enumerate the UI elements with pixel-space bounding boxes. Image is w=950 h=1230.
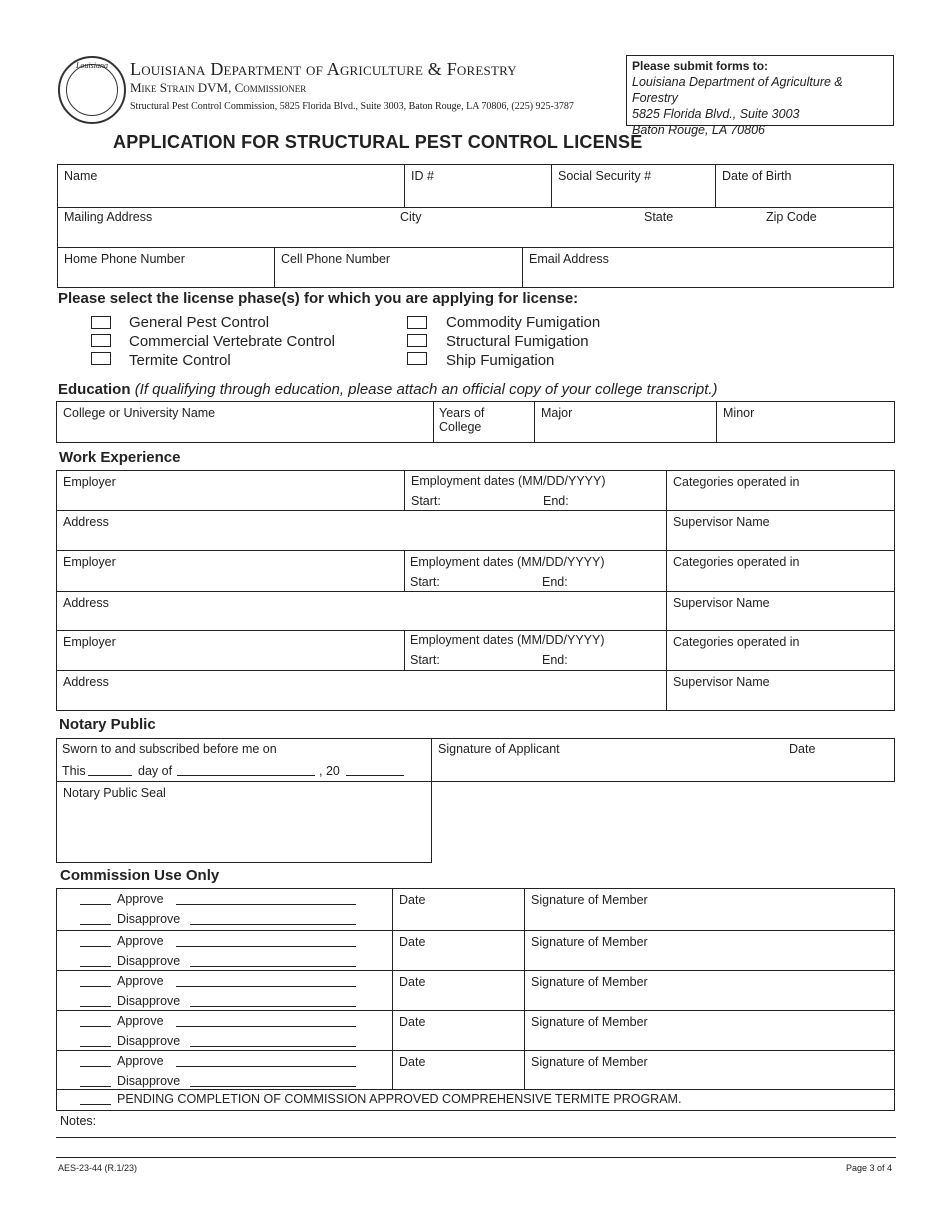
member-signature-label: Signature of Member [531,1015,648,1029]
notes-label: Notes: [60,1114,97,1128]
disapprove-blank[interactable] [190,1006,356,1007]
license-heading: Please select the license phase(s) for which you are applying for license: [58,290,579,307]
employment-dates-label: Employment dates (MM/DD/YYYY) [410,633,605,647]
disapprove-label: Disapprove [117,1074,181,1088]
work-address-field[interactable] [56,670,667,711]
end-label: End: [543,494,569,508]
member-date-label: Date [399,893,426,907]
supervisor-label: Supervisor Name [673,596,770,610]
termite-control-checkbox[interactable] [91,352,111,365]
disapprove-check-blank[interactable] [80,966,111,967]
categories-field[interactable] [666,630,895,671]
notes-line[interactable] [56,1137,896,1138]
pending-label: PENDING COMPLETION OF COMMISSION APPROVED COMPREHENSIVE TERMITE PROGRAM. [117,1092,682,1106]
approval-cell [56,1010,393,1051]
disapprove-blank[interactable] [190,924,356,925]
submit-line2: 5825 Florida Blvd., Suite 3003 [632,107,800,121]
employer-label: Employer [63,475,116,489]
member-date-field[interactable] [392,930,525,971]
general-pest-checkbox[interactable] [91,316,111,329]
state-label: State [644,210,674,224]
education-heading: Education [58,381,131,398]
employer-label: Employer [63,635,116,649]
approval-cell [56,1050,393,1090]
approve-label: Approve [117,934,164,948]
disapprove-check-blank[interactable] [80,1006,111,1007]
approve-blank[interactable] [176,986,356,987]
termite-control-label: Termite Control [129,352,231,369]
cell-phone-field[interactable] [274,247,523,288]
member-date-field[interactable] [392,1010,525,1051]
member-signature-field[interactable] [524,970,895,1011]
approve-blank[interactable] [176,1066,356,1067]
seal-text: Louisiana [75,61,108,70]
member-date-field[interactable] [392,970,525,1011]
college-field[interactable] [56,401,434,443]
approve-check-blank[interactable] [80,946,111,947]
approve-blank[interactable] [176,946,356,947]
supervisor-field[interactable] [666,591,895,631]
disapprove-blank[interactable] [190,966,356,967]
submit-line3: Baton Rouge, LA 70806 [632,123,765,137]
structural-fumigation-label: Structural Fumigation [446,333,589,350]
member-date-label: Date [399,1015,426,1029]
years-label: Years of College [439,406,485,434]
commodity-fumigation-checkbox[interactable] [407,316,427,329]
commission-address: Structural Pest Control Commission, 5825 Florida Blvd., Suite 3003, Baton Rouge, LA 70806, (225) 925-3787 [130,101,574,112]
approve-blank[interactable] [176,1026,356,1027]
work-address-label: Address [63,596,109,610]
pending-blank[interactable] [80,1104,111,1105]
submit-box [626,55,894,137]
cell-phone-label: Cell Phone Number [281,252,391,266]
year-blank[interactable] [346,775,404,776]
approve-label: Approve [117,892,164,906]
footer-rule [56,1157,896,1158]
name-label: Name [64,169,98,183]
years-field[interactable] [433,401,535,443]
general-pest-label: General Pest Control [129,314,270,331]
end-label: End: [542,575,568,589]
minor-field[interactable] [716,401,895,443]
home-phone-label: Home Phone Number [64,252,185,266]
notary-seal-label: Notary Public Seal [63,786,166,800]
vertebrate-control-checkbox[interactable] [91,334,111,347]
education-heading-row [58,381,718,398]
ssn-field[interactable] [551,164,716,208]
approve-label: Approve [117,1014,164,1028]
end-label: End: [542,653,568,667]
work-address-field[interactable] [56,510,667,551]
employment-dates-label: Employment dates (MM/DD/YYYY) [411,474,606,488]
supervisor-field[interactable] [666,670,895,711]
vertebrate-control-label: Commercial Vertebrate Control [129,333,335,350]
major-label: Major [541,406,573,420]
member-signature-label: Signature of Member [531,935,648,949]
disapprove-blank[interactable] [190,1046,356,1047]
supervisor-label: Supervisor Name [673,675,770,689]
work-address-label: Address [63,675,109,689]
zip-label: Zip Code [766,210,817,224]
disapprove-label: Disapprove [117,1034,181,1048]
approval-cell [56,970,393,1011]
work-address-label: Address [63,515,109,529]
categories-label: Categories operated in [673,475,800,489]
city-label: City [400,210,422,224]
name-field[interactable] [57,164,405,208]
approve-check-blank[interactable] [80,1026,111,1027]
member-signature-field[interactable] [524,1010,895,1051]
member-signature-label: Signature of Member [531,975,648,989]
supervisor-label: Supervisor Name [673,515,770,529]
disapprove-check-blank[interactable] [80,1086,111,1087]
approve-label: Approve [117,1054,164,1068]
commissioner-name: Mike Strain DVM, Commissioner [130,80,307,95]
start-label: Start: [411,494,441,508]
categories-label: Categories operated in [673,555,800,569]
department-name: Louisiana Department of Agriculture & Forestry [130,59,517,79]
commodity-fumigation-label: Commodity Fumigation [446,314,601,331]
day-of-label: day of [138,764,173,778]
disapprove-check-blank[interactable] [80,1046,111,1047]
categories-field[interactable] [666,550,895,592]
year-label: , 20 [319,764,340,778]
approve-label: Approve [117,974,164,988]
start-label: Start: [410,653,440,667]
id-label: ID # [411,169,434,183]
dob-field[interactable] [715,164,894,208]
member-date-label: Date [399,1055,426,1069]
month-blank[interactable] [177,775,315,776]
applicant-signature-label: Signature of Applicant [438,742,560,756]
member-signature-field[interactable] [524,888,895,931]
work-heading: Work Experience [59,449,181,466]
major-field[interactable] [534,401,717,443]
college-label: College or University Name [63,406,216,420]
education-note: (If qualifying through education, please attach an official copy of your college transcript.) [134,381,718,398]
approve-check-blank[interactable] [80,904,111,905]
disapprove-blank[interactable] [190,1086,356,1087]
member-date-label: Date [399,975,426,989]
submit-line1: Louisiana Department of Agriculture & Forestry [632,75,843,105]
page-title: APPLICATION FOR STRUCTURAL PEST CONTROL LICENSE [113,132,643,152]
categories-label: Categories operated in [673,635,800,649]
ship-fumigation-checkbox[interactable] [407,352,427,365]
member-date-field[interactable] [392,888,525,931]
work-address-field[interactable] [56,591,667,631]
employer-label: Employer [63,555,116,569]
day-blank[interactable] [88,775,132,776]
employer-field[interactable] [56,470,405,511]
email-label: Email Address [529,252,609,266]
commission-heading: Commission Use Only [60,867,220,884]
approval-cell [56,930,393,971]
disapprove-label: Disapprove [117,912,181,926]
categories-field[interactable] [666,470,895,511]
start-label: Start: [410,575,440,589]
minor-label: Minor [723,406,755,420]
member-signature-field[interactable] [524,930,895,971]
this-label: This [62,764,86,778]
submit-heading: Please submit forms to: [632,59,769,73]
ssn-label: Social Security # [558,169,652,183]
id-field[interactable] [404,164,552,208]
sworn-label: Sworn to and subscribed before me on [62,742,277,756]
notary-seal-box [56,781,432,863]
member-signature-field[interactable] [524,1050,895,1090]
page-number: Page 3 of 4 [846,1163,893,1173]
dob-label: Date of Birth [722,169,792,183]
member-signature-label: Signature of Member [531,893,648,907]
disapprove-label: Disapprove [117,954,181,968]
employment-dates-label: Employment dates (MM/DD/YYYY) [410,555,605,569]
employer-field[interactable] [56,550,405,592]
approve-blank[interactable] [176,904,356,905]
member-date-label: Date [399,935,426,949]
member-signature-label: Signature of Member [531,1055,648,1069]
structural-fumigation-checkbox[interactable] [407,334,427,347]
applicant-date-label: Date [789,742,816,756]
approve-check-blank[interactable] [80,986,111,987]
disapprove-label: Disapprove [117,994,181,1008]
ship-fumigation-label: Ship Fumigation [446,352,555,369]
home-phone-field[interactable] [57,247,275,288]
disapprove-check-blank[interactable] [80,924,111,925]
member-date-field[interactable] [392,1050,525,1090]
email-field[interactable] [522,247,894,288]
department-seal [58,56,126,124]
mailing-address-label: Mailing Address [64,210,153,224]
employer-field[interactable] [56,630,405,671]
supervisor-field[interactable] [666,510,895,551]
form-id: AES-23-44 (R.1/23) [58,1163,138,1173]
approve-check-blank[interactable] [80,1066,111,1067]
notary-heading: Notary Public [59,716,156,733]
